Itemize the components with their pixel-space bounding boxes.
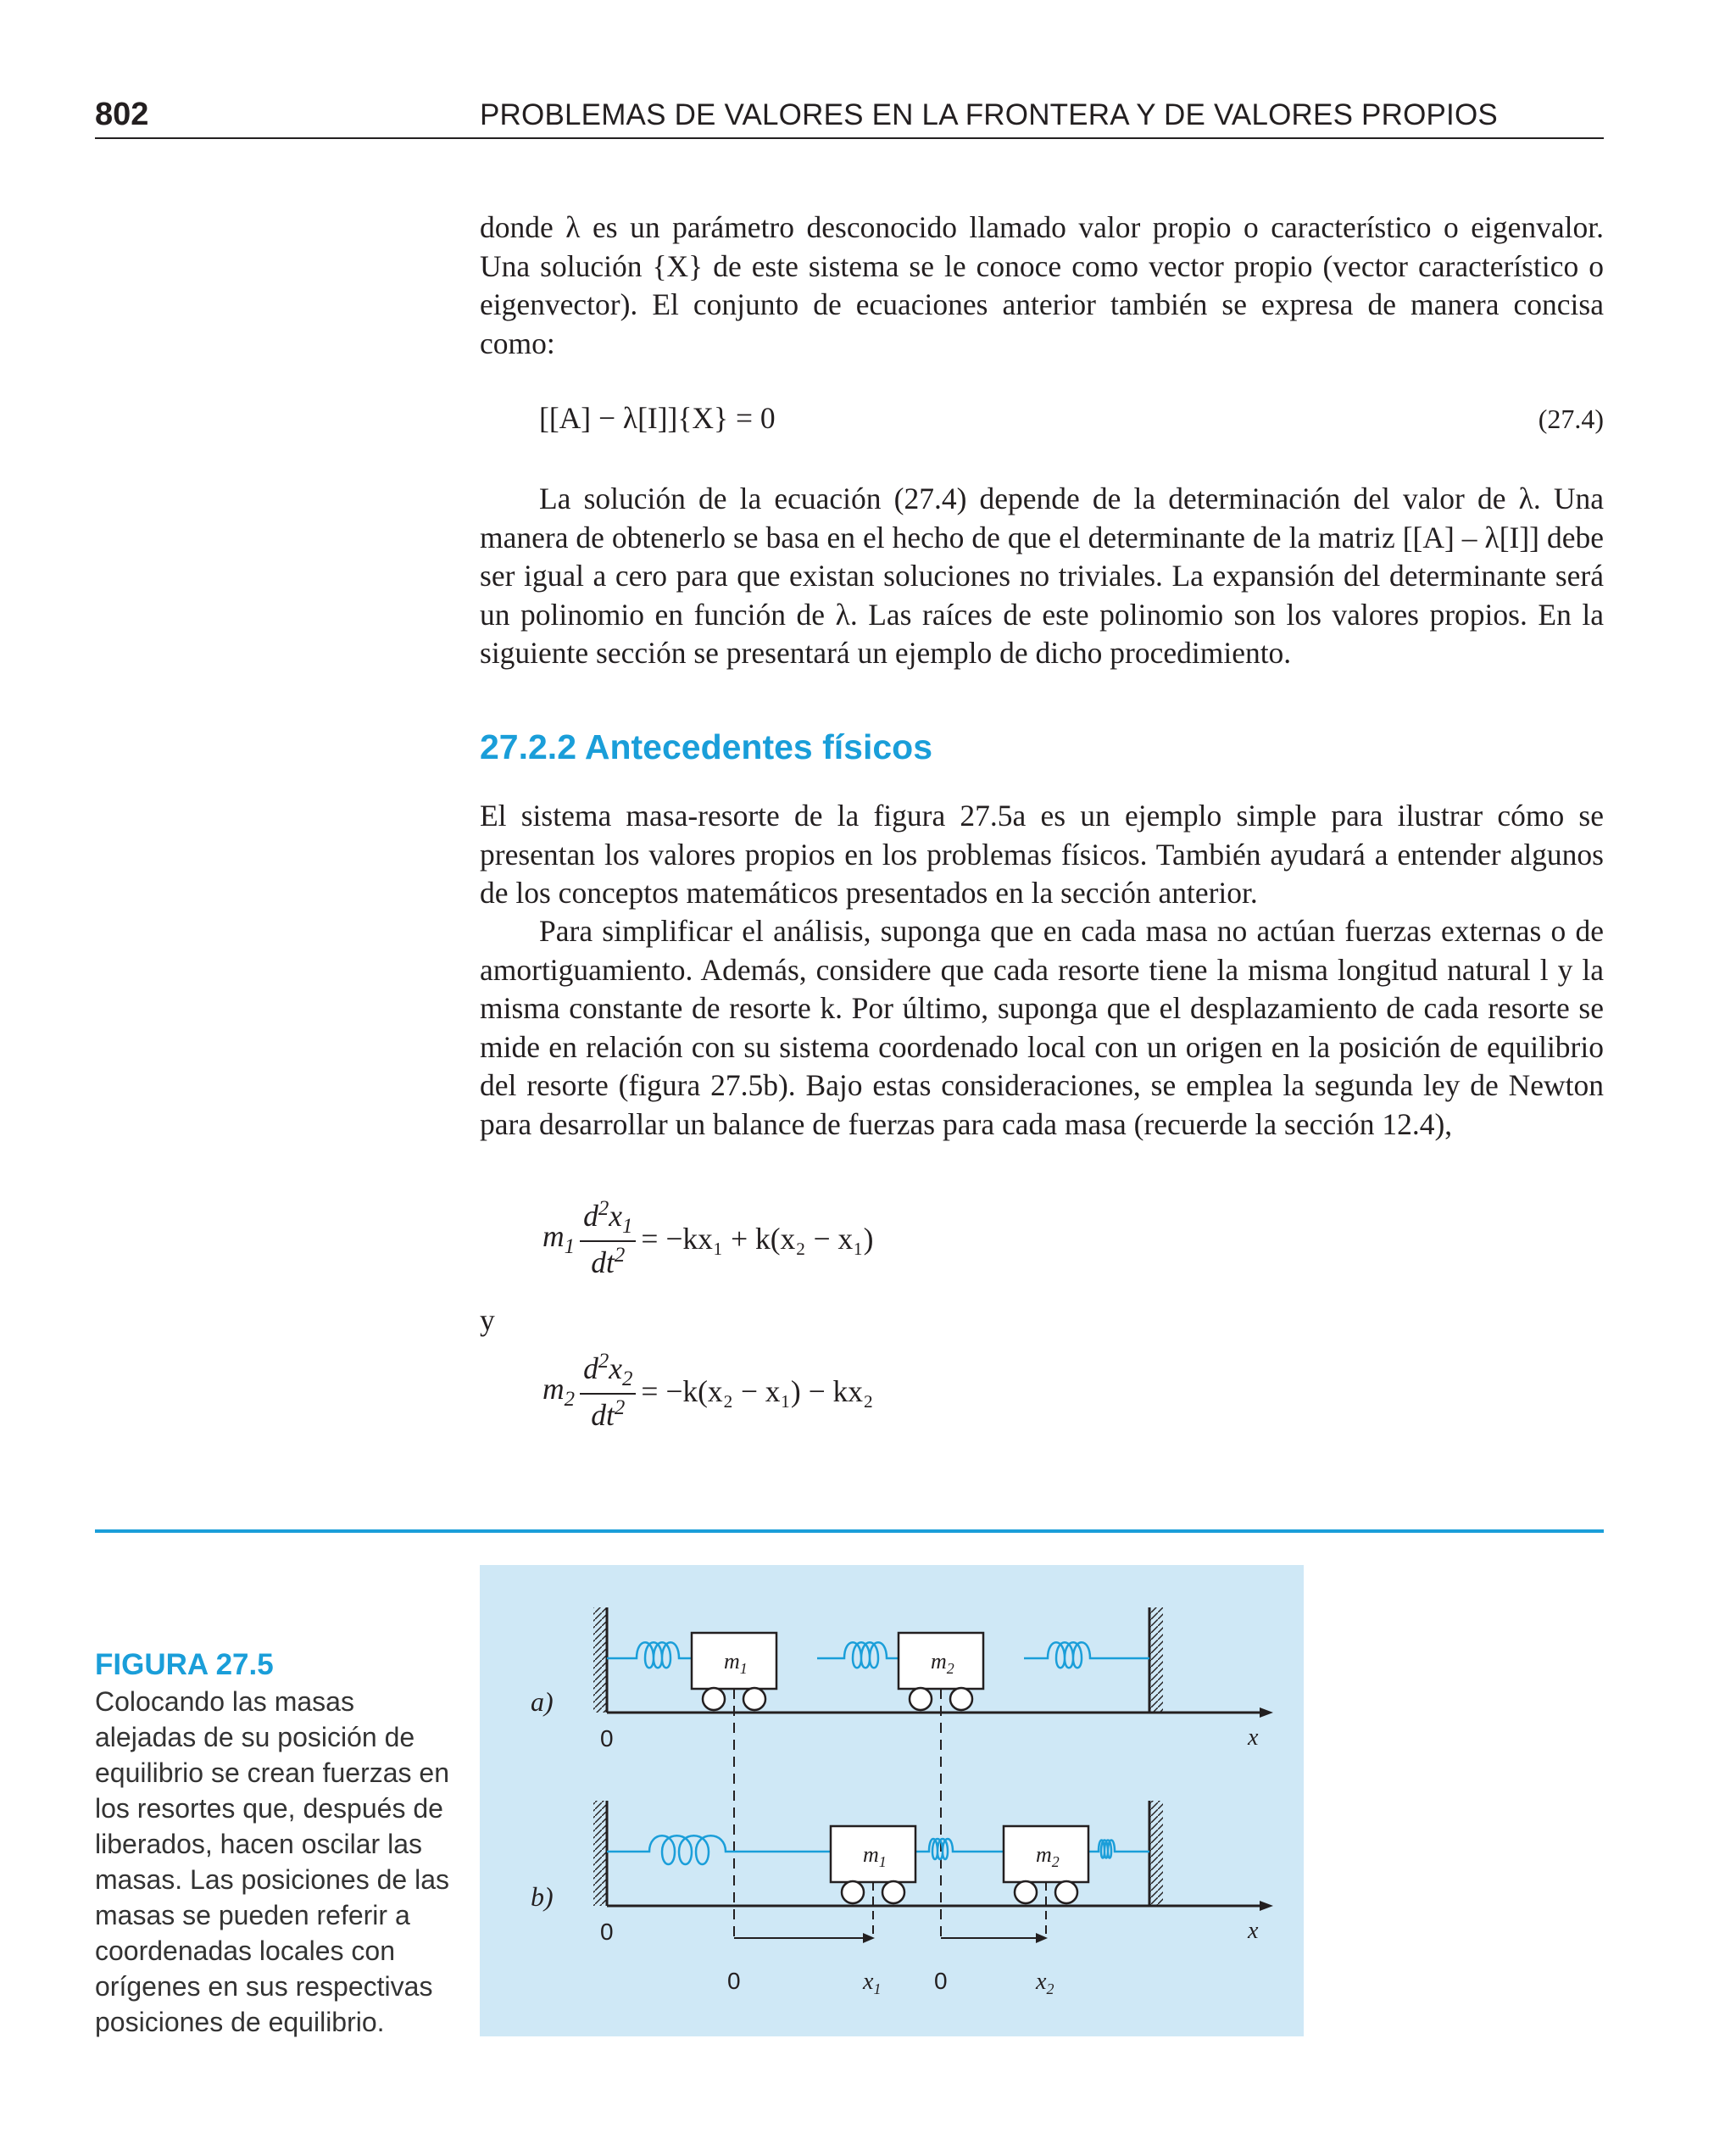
paragraph-mass-spring: El sistema masa-resorte de la figura 27.5a es un ejemplo simple para ilustrar cómo se presentan los valores propios en los problemas físicos. También ayudará a entender algunos de los conceptos matemáticos presentados en la sección anterior.	[480, 799, 1604, 910]
equation-number: (27.4)	[1538, 404, 1604, 434]
eq1-rhs: = −kx₁ + k(x₂ − x₁)	[641, 1221, 874, 1256]
local-x1: $x_1$	[863, 1969, 882, 1997]
spring-b-1	[607, 1835, 831, 1864]
svg-text:m2: $m_2$	[1036, 1842, 1060, 1870]
section-title: 27.2.2 Antecedentes físicos	[480, 727, 933, 766]
displacement-arrow-2	[941, 1933, 1048, 1943]
eq2-rhs: = −k(x₂ − x₁) − kx₂	[641, 1373, 874, 1408]
mass-1-b	[831, 1826, 915, 1903]
eq2-mass-coefficient: $m_2$	[542, 1371, 576, 1411]
spring-b-2	[915, 1839, 1004, 1859]
left-wall-b	[593, 1801, 607, 1906]
running-title: PROBLEMAS DE VALORES EN LA FRONTERA Y DE VALORES PROPIOS	[480, 98, 1498, 131]
equation-27-4: [[A] − λ[I]]{X} = 0	[539, 401, 776, 435]
mass-spring-diagram	[480, 1565, 1304, 2036]
local-origin-2: 0	[934, 1968, 948, 1994]
figure-divider	[95, 1529, 1604, 1533]
local-origin-1: 0	[727, 1968, 741, 1994]
origin-a: 0	[600, 1725, 614, 1752]
figure-caption: Colocando las masas alejadas de su posición de equilibrio se crean fuerzas en los resortes que, después de liberados, hacen oscilar las masas. Las posiciones de las masas se pueden referir a coordenadas locales con orígenes en sus respectivas posiciones de equilibrio.	[95, 1686, 450, 2037]
eq1-mass-coefficient: $m_1$	[542, 1218, 576, 1258]
spring-a-3	[1024, 1642, 1149, 1668]
eq1-derivative: $\frac{d^2x_1}{dt^2}$	[580, 1197, 636, 1280]
figure-title: FIGURA 27.5	[95, 1648, 274, 1681]
svg-text:m1: $m_1$	[863, 1842, 887, 1870]
spring-a-1	[607, 1642, 692, 1668]
eq2-derivative: $\frac{d^2x_2}{dt^2}$	[580, 1350, 636, 1433]
svg-text:m2: $m_2$	[931, 1649, 954, 1677]
local-x2: $x_2$	[1036, 1969, 1054, 1997]
paragraph-determinant: La solución de la ecuación (27.4) depende de la determinación del valor de λ. Una manera de obtenerlo se basa en el hecho de que el determinante de la matriz [[A] – λ[I]] debe ser igual a cero para que existan soluciones no triviales. La expansión del determinante será un polinomio en función de λ. Las raíces de este polinomio son los valores propios. En la siguiente sección se presentará un ejemplo de dicho procedimiento.	[480, 482, 1604, 670]
displacement-arrow-1	[734, 1933, 875, 1943]
origin-b: 0	[600, 1919, 614, 1945]
left-wall-a	[593, 1607, 607, 1713]
svg-text:m1: $m_1$	[724, 1649, 748, 1677]
label-a: a)	[531, 1686, 554, 1717]
right-wall-a	[1149, 1607, 1163, 1713]
header-rule	[95, 137, 1604, 139]
label-b: b)	[531, 1881, 554, 1912]
page-number: 802	[95, 97, 149, 132]
equation-mass-2	[542, 1350, 873, 1433]
spring-b-3	[1088, 1841, 1149, 1858]
paragraph-intro: donde λ es un parámetro desconocido llamado valor propio o característico o eigenvalor. Una solución {X} de este sistema se le conoce como vector propio (vector característico o eigenvector). El conjunto de ecuaciones anterior también se expresa de manera concisa como:	[480, 210, 1604, 360]
equation-mass-1	[542, 1197, 873, 1280]
spring-a-2	[817, 1642, 899, 1668]
axis-label-a: x	[1248, 1724, 1259, 1751]
conjunction-y: y	[480, 1303, 495, 1337]
mass-2-b	[1004, 1826, 1088, 1903]
figure-panel	[480, 1565, 1304, 2036]
paragraph-assumptions: Para simplificar el análisis, suponga que en cada masa no actúan fuerzas externas o de amortiguamiento. Además, considere que cada resorte tiene la misma longitud natural l y la misma constante de resorte k. Por último, suponga que el desplazamiento de cada resorte se mide en relación con su sistema coordenado local con un origen en la posición de equilibrio del resorte (figura 27.5b). Bajo estas consideraciones, se emplea la segunda ley de Newton para desarrollar un balance de fuerzas para cada masa (recuerde la sección 12.4),	[480, 914, 1604, 1141]
axis-label-b: x	[1248, 1918, 1259, 1944]
right-wall-b	[1149, 1801, 1163, 1906]
